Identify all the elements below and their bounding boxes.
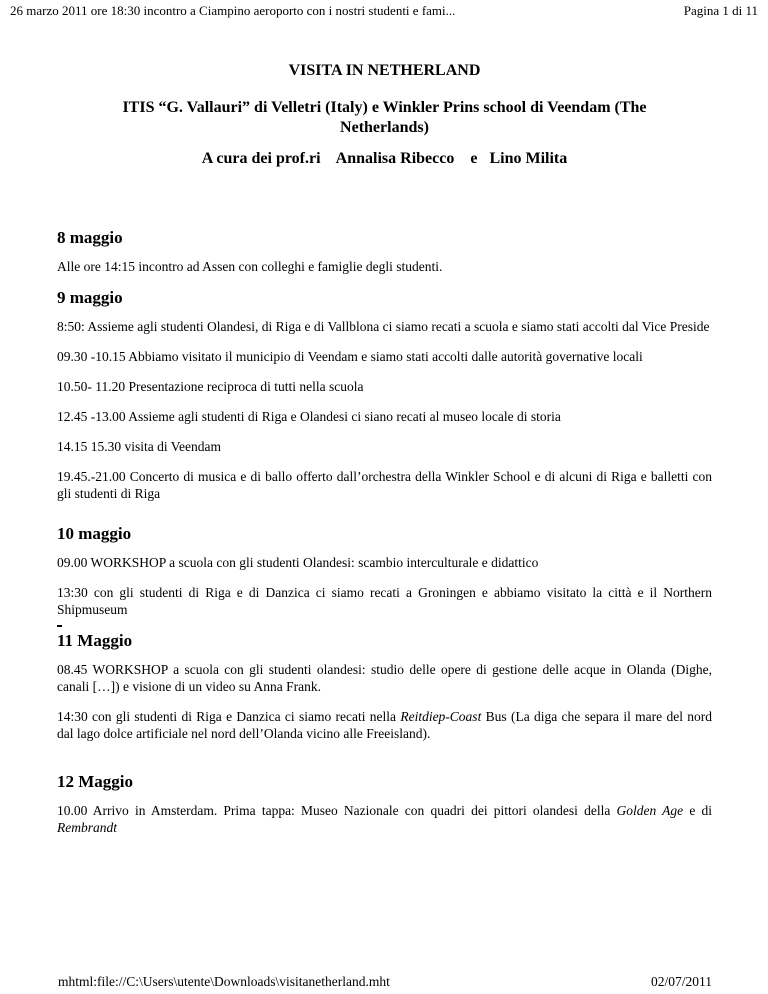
day-entry: 13:30 con gli studenti di Riga e di Danzica ci siamo recati a Groningen e abbiamo visitato la città e il Northern Shipmuseum: [57, 585, 712, 617]
entry-italic: Rembrandt: [57, 820, 117, 835]
subtitle-line-2: Netherlands): [340, 119, 429, 136]
entry-text: 14:30 con gli studenti di Riga e Danzica ci siamo recati nella: [57, 709, 401, 724]
section-marker: [57, 625, 62, 627]
entry-italic: Golden Age: [616, 803, 684, 818]
page-header: [10, 3, 758, 19]
day-entry: 09.00 WORKSHOP a scuola con gli studenti Olandesi: scambio interculturale e didattico: [57, 555, 539, 570]
day-heading: 9 maggio: [57, 288, 123, 307]
day-heading: 8 maggio: [57, 228, 123, 247]
footer-path: mhtml:file://C:\Users\utente\Downloads\visitanetherland.mht: [58, 974, 390, 989]
entry-text: 10.00 Arrivo in Amsterdam. Prima tappa: Museo Nazionale con quadri dei pittori olandesi della: [57, 803, 617, 818]
day-entry: 12.45 -13.00 Assieme agli studenti di Riga e Olandesi ci siano recati al museo locale di storia: [57, 409, 561, 424]
day-9-maggio: [57, 288, 712, 502]
authors-line: A cura dei prof.ri Annalisa Ribecco e Lino Milita: [201, 150, 568, 167]
header-page-number: Pagina 1 di 11: [683, 3, 758, 18]
day-8-maggio: [57, 228, 712, 275]
day-11-maggio: [57, 631, 712, 742]
day-heading: 10 maggio: [57, 524, 132, 543]
day-10-maggio: [57, 524, 712, 618]
entry-text: e di: [683, 803, 712, 818]
entry-italic: Reitdiep-Coast: [400, 709, 482, 724]
day-entry: [57, 708, 712, 742]
day-12-maggio: [57, 772, 712, 836]
day-entry: 19.45.-21.00 Concerto di musica e di ballo offerto dall’orchestra della Winkler School e di alcuni di Riga e balletti con gli studenti di Riga: [57, 469, 712, 501]
page-footer: [58, 974, 712, 990]
document-title: VISITA IN NETHERLAND: [288, 62, 481, 79]
day-entry: [57, 802, 712, 836]
day-entry: 09.30 -10.15 Abbiamo visitato il municipio di Veendam e siamo stati accolti dalle autorità governative locali: [57, 349, 643, 364]
day-entry: Alle ore 14:15 incontro ad Assen con colleghi e famiglie degli studenti.: [57, 259, 443, 274]
entry-text: Bus (La diga che separa il mare del nord dal lago dolce artificiale nel nord dell’Olanda vicino alle Freeisland).: [57, 709, 712, 741]
document-body: [57, 62, 712, 849]
day-entry: 10.50- 11.20 Presentazione reciproca di tutti nella scuola: [57, 379, 364, 394]
day-entry: 08.45 WORKSHOP a scuola con gli studenti olandesi: studio delle opere di gestione delle acque in Olanda (Dighe, canali […]) e visione di un video su Anna Frank.: [57, 662, 712, 694]
day-heading: 12 Maggio: [57, 772, 134, 791]
header-title: 26 marzo 2011 ore 18:30 incontro a Ciampino aeroporto con i nostri studenti e fami...: [10, 3, 456, 18]
document-subtitle: [57, 98, 712, 138]
day-entry: 14.15 15.30 visita di Veendam: [57, 439, 221, 454]
subtitle-line-1: ITIS “G. Vallauri” di Velletri (Italy) e Winkler Prins school di Veendam (The: [122, 99, 647, 116]
day-heading: 11 Maggio: [57, 631, 133, 650]
footer-date: 02/07/2011: [650, 974, 712, 989]
day-entry: 8:50: Assieme agli studenti Olandesi, di Riga e di Vallblona ci siamo recati a scuola e siamo stati accolti dal Vice Preside: [57, 319, 710, 334]
